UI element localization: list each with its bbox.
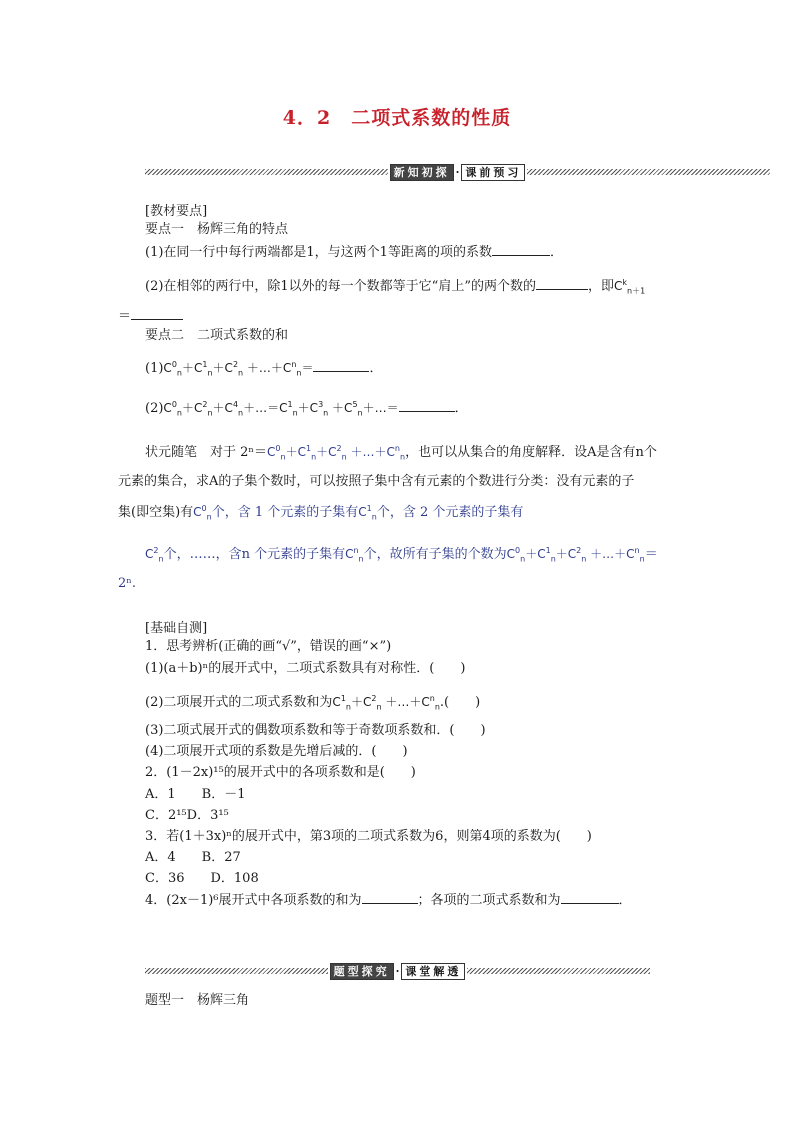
section-banner-explore: 题型探究 · 课堂解透 xyxy=(145,962,650,980)
question-4: 4．(2x－1)⁶展开式中各项系数的和为 ；各项的二项式系数和为 ． xyxy=(145,893,632,908)
answer-blank xyxy=(536,277,588,290)
point1-item2: (2)在相邻的两行中，除1以外的每一个数都等于它“肩上”的两个数的 ，即$C^k_{n+1}$ xyxy=(145,278,646,296)
question-2-options-cd: C．2¹⁵D．3¹⁵ xyxy=(145,808,229,823)
section-header-textbook: [教材要点] xyxy=(145,204,208,219)
banner-tag-left: 题型探究 xyxy=(330,963,394,980)
question-1-a: (1)(a＋b)ⁿ的展开式中，二项式系数具有对称性．( ) xyxy=(145,661,466,676)
point1-heading: 要点一 杨辉三角的特点 xyxy=(145,222,289,237)
point2-heading: 要点二 二项式系数的和 xyxy=(145,328,289,343)
tip-line-1: 状元随笔 对于 $2^n=C^0_n+C^1_n+C^2_n$ $+\dots+C^n_n$，也可以从集合的角度解释．设A是含有n个 xyxy=(145,444,657,462)
tip-line-3: 集(即空集)有$C^0_n$个，含 1 个元素的子集有$C^1_n$个，含 2 个元素的子集有 xyxy=(118,504,524,522)
tip-line-5: 2ⁿ. xyxy=(118,576,137,591)
question-2: 2．(1－2x)¹⁵的展开式中的各项系数和是( ) xyxy=(145,765,416,780)
answer-blank xyxy=(399,399,455,412)
hatch-left xyxy=(145,169,388,175)
answer-blank xyxy=(362,891,418,904)
question-2-options-ab: A．1 B．－1 xyxy=(145,787,246,802)
point1-item2-cont: ＝ xyxy=(118,307,183,326)
answer-blank xyxy=(561,891,619,904)
answer-blank xyxy=(492,243,550,256)
question-type-heading: 题型一 杨辉三角 xyxy=(145,993,250,1008)
point1-item1: (1)在同一行中每行两端都是1，与这两个1等距离的项的系数 ． xyxy=(145,245,563,260)
hatch-right xyxy=(467,968,650,974)
question-1: 1．思考辨析(正确的画“√”，错误的画“×”) xyxy=(145,639,392,654)
question-1-b: (2)二项展开式的二项式系数和为$C^1_n+C^2_n$ $+\dots+C^n_n$.( ) xyxy=(145,694,481,712)
question-3-options-cd: C．36 D．108 xyxy=(145,871,259,886)
tip-line-4: $C^2_n$个，……，含n 个元素的子集有$C^n_n$个，故所有子集的个数为$C^0_n+C^1_n+C^2_n$ $+\dots+C^n_n=$ xyxy=(145,546,658,564)
page-title: 4．2 二项式系数的性质 xyxy=(282,107,512,129)
question-1-c: (3)二项式展开式的偶数项系数和等于奇数项系数和．( ) xyxy=(145,723,486,738)
hatch-left xyxy=(145,968,328,974)
answer-blank xyxy=(313,359,369,372)
question-3: 3．若(1＋3x)ⁿ的展开式中，第3项的二项式系数为6，则第4项的系数为( ) xyxy=(145,829,592,844)
section-banner-preview: 新知初探 · 课前预习 xyxy=(145,163,770,181)
question-3-options-ab: A．4 B．27 xyxy=(145,850,241,865)
tip-line-2: 元素的集合，求A的子集个数时，可以按照子集中含有元素的个数进行分类：没有元素的子 xyxy=(118,474,635,489)
point2-item1: $(1)C^0_n+C^1_n+C^2_n$ $+\dots+C^n_n=$ ． xyxy=(145,360,383,378)
answer-blank xyxy=(131,307,183,320)
banner-tag-right: 课堂解透 xyxy=(401,963,465,980)
banner-tag-right: 课前预习 xyxy=(461,164,525,181)
question-1-d: (4)二项展开式项的系数是先增后减的．( ) xyxy=(145,744,408,759)
section-header-selftest: [基础自测] xyxy=(145,621,208,636)
hatch-right xyxy=(527,169,770,175)
banner-tag-left: 新知初探 xyxy=(390,164,454,181)
point2-item2: $(2)C^0_n+C^2_n+C^4_n+\dots=C^1_n+C^3_n$ $+C^5_n+\dots=$ ． xyxy=(145,400,468,418)
